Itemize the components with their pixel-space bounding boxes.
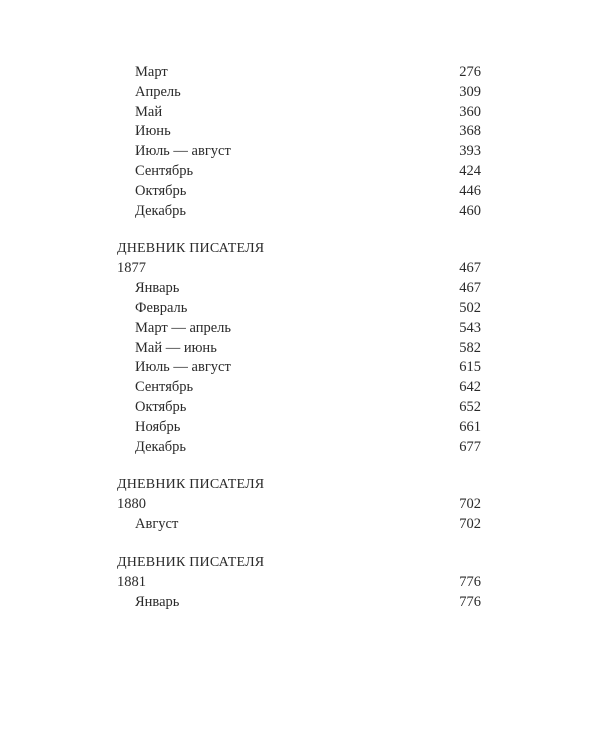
toc-entry-page: 467 [459, 280, 481, 297]
toc-entry-page: 776 [459, 573, 481, 590]
toc-entry-label: Февраль [135, 299, 188, 316]
toc-section-heading: ДНЕВНИК ПИСАТЕЛЯ [117, 241, 265, 257]
toc-entry-page: 615 [459, 359, 481, 376]
toc-entry-label: Январь [135, 593, 180, 610]
toc-entry [117, 418, 481, 438]
toc-entry [117, 299, 481, 319]
toc-entry-page: 467 [459, 260, 481, 277]
toc-entry [117, 339, 481, 359]
toc-entry-page: 582 [459, 339, 481, 356]
toc-entry [117, 593, 481, 613]
toc-entry-label: Ноябрь [135, 418, 181, 435]
toc-entry [117, 162, 481, 182]
toc-entry-page: 360 [459, 103, 481, 120]
toc-entry-label: Сентябрь [135, 162, 194, 179]
toc-entry-label: Март [135, 64, 168, 80]
toc-year-entry [117, 259, 481, 279]
toc-entry-label: Июнь [135, 123, 171, 140]
toc-section-1880 [117, 475, 481, 535]
toc-entry-page: 642 [459, 379, 481, 396]
toc-entry-page: 446 [459, 182, 481, 199]
toc-entry [117, 103, 481, 123]
toc-entry-page: 776 [459, 593, 481, 610]
toc-entry-label: Май [135, 103, 163, 120]
toc-entry [117, 358, 481, 378]
toc-entry [117, 378, 481, 398]
toc-entry-label: 1881 [117, 573, 146, 590]
toc-entry-label: Октябрь [135, 398, 187, 415]
toc-entry [117, 182, 481, 202]
toc-entry-label: Январь [135, 280, 180, 297]
toc-entry-label: Декабрь [135, 202, 187, 219]
toc-section-heading: ДНЕВНИК ПИСАТЕЛЯ [117, 477, 265, 493]
toc-entry-label: 1880 [117, 496, 146, 513]
toc-entry-page: 368 [459, 123, 481, 140]
toc-entry-label: Сентябрь [135, 379, 194, 396]
toc-entry [117, 319, 481, 339]
toc-entry [117, 63, 481, 83]
toc-entry-page: 502 [459, 299, 481, 316]
toc-entry [117, 142, 481, 162]
toc-entry [117, 438, 481, 458]
toc-entry [117, 202, 481, 222]
toc-entry-label: Июль — август [135, 359, 231, 376]
toc-entry-label: Август [135, 516, 179, 533]
toc-entry-label: Декабрь [135, 438, 187, 455]
toc-entry-label: Октябрь [135, 182, 187, 199]
toc-entry-label: Май — июнь [135, 339, 217, 356]
toc-entry-page: 652 [459, 398, 481, 415]
toc-entry-label: Апрель [135, 83, 181, 100]
toc-entry-label: Март — апрель [135, 319, 232, 336]
toc-entry [117, 515, 481, 535]
toc-entry [117, 83, 481, 103]
toc-year-entry [117, 573, 481, 593]
toc-entry-page: 702 [459, 516, 481, 533]
toc-entry-label: 1877 [117, 260, 146, 277]
toc-entry-page: 702 [459, 496, 481, 513]
toc-section-continued [117, 63, 481, 221]
toc-entry [117, 122, 481, 142]
toc-entry-page: 460 [459, 202, 481, 219]
toc-entry-page: 543 [459, 319, 481, 336]
toc-section-1877 [117, 239, 481, 457]
table-of-contents [117, 63, 481, 613]
toc-year-entry [117, 495, 481, 515]
toc-entry-page: 309 [459, 83, 481, 100]
toc-entry-page: 424 [459, 162, 481, 179]
toc-entry-page: 677 [459, 438, 481, 455]
toc-entry-label: Июль — август [135, 143, 231, 160]
toc-entry-page: 276 [459, 64, 481, 80]
toc-entry [117, 279, 481, 299]
toc-entry-page: 661 [459, 418, 481, 435]
toc-entry [117, 398, 481, 418]
toc-section-heading: ДНЕВНИК ПИСАТЕЛЯ [117, 554, 265, 570]
toc-section-1881 [117, 553, 481, 613]
toc-entry-page: 393 [459, 143, 481, 160]
